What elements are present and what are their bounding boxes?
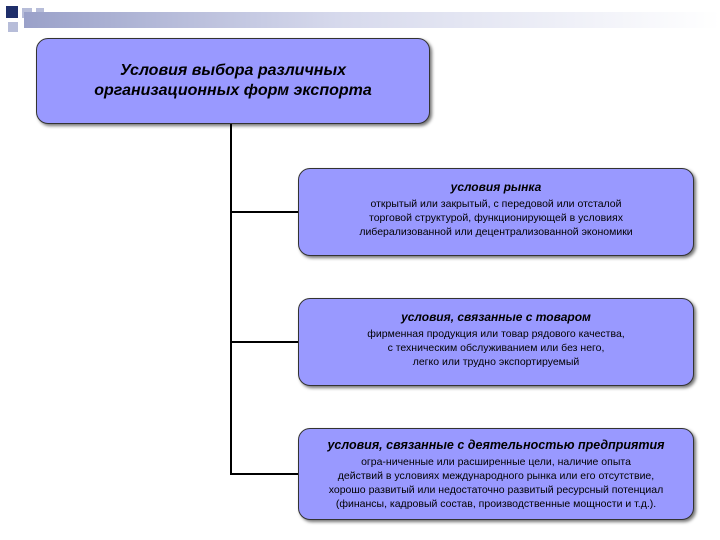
node-description: [299, 197, 693, 239]
root-node: [36, 38, 430, 124]
market-conditions-node: [298, 168, 694, 256]
root-title-line-2: организационных форм экспорта: [94, 82, 372, 99]
enterprise-conditions-node: [298, 428, 694, 520]
description-line: либерализованной или децентрализованной экономики: [359, 226, 633, 238]
connector-branch-2: [230, 341, 298, 343]
node-title: условия рынка: [450, 180, 542, 194]
description-line: (финансы, кадровый состав, производственные мощности и т.д.).: [335, 498, 657, 510]
root-title-line-1: Условия выбора различных: [120, 62, 346, 79]
description-line: открытый или закрытый, с передовой или отсталой: [370, 198, 622, 210]
header-gradient-band: [24, 12, 720, 28]
product-conditions-node: [298, 298, 694, 386]
corner-square-light: [8, 22, 18, 32]
description-line: с техническим обслуживанием или без него,: [387, 342, 605, 354]
description-line: фирменная продукция или товар рядового качества,: [367, 328, 625, 340]
node-description: [299, 327, 693, 369]
description-line: легко или трудно экспортируемый: [412, 356, 580, 368]
connector-branch-1: [230, 211, 298, 213]
corner-square-dark: [6, 6, 18, 18]
description-line: огра-ниченные или расширенные цели, наличие опыта: [361, 456, 631, 468]
node-description: [299, 455, 693, 511]
description-line: торговой структурой, функционирующей в условиях: [369, 212, 623, 224]
connector-branch-3: [230, 473, 298, 475]
description-line: хорошо развитый или недостаточно развитый ресурсный потенциал: [328, 484, 664, 496]
connector-trunk: [230, 124, 232, 474]
node-title: условия, связанные с товаром: [401, 310, 591, 324]
description-line: действий в условиях международного рынка или его отсутствие,: [337, 470, 655, 482]
node-title: условия, связанные с деятельностью предприятия: [327, 438, 665, 452]
